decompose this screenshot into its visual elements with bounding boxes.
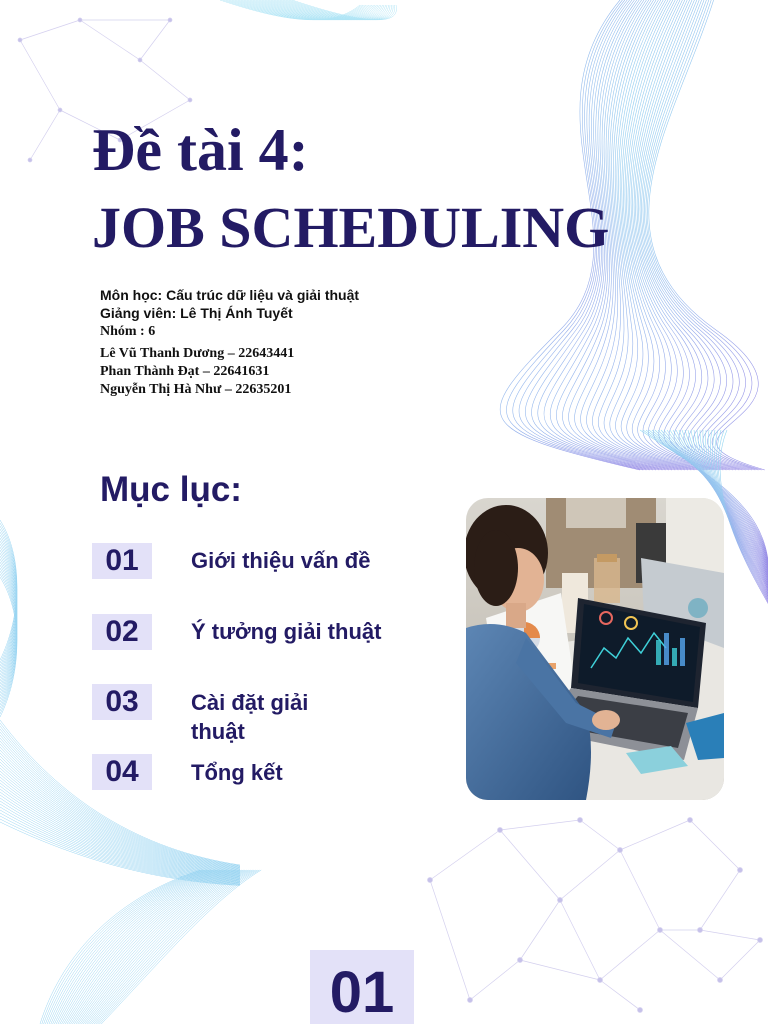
group-number: Nhóm : 6 [100, 324, 156, 339]
network-dot [698, 928, 703, 933]
network-line [430, 830, 500, 880]
network-line [80, 20, 140, 60]
toc-heading: Mục lục: [100, 470, 242, 509]
wave-line [639, 0, 743, 470]
network-line [560, 900, 600, 980]
network-line [690, 820, 740, 870]
network-dot [18, 38, 22, 42]
network-dot [138, 58, 142, 62]
course-name: Môn học: Cấu trúc dữ liệu và giải thuật [100, 287, 360, 303]
network-dot [598, 978, 603, 983]
wave-line [65, 870, 225, 1024]
network-dot [28, 158, 32, 162]
network-line [520, 960, 600, 980]
network-dot [738, 868, 743, 873]
network-line [620, 850, 660, 930]
wave-line [83, 870, 243, 1024]
toc-item-1-label: Giới thiệu vấn đề [191, 548, 371, 573]
network-line [500, 820, 580, 830]
network-line [600, 980, 640, 1010]
network-line [700, 870, 740, 930]
network-dot [58, 108, 62, 112]
toc-number-1: 01 [92, 543, 152, 579]
network-dot [188, 98, 192, 102]
network-line [720, 940, 760, 980]
network-dot [718, 978, 723, 983]
network-dot [558, 898, 563, 903]
network-dot [658, 928, 663, 933]
wave-line [78, 870, 238, 1024]
network-line [30, 110, 60, 160]
network-line [140, 60, 190, 100]
network-dot [428, 878, 433, 883]
network-line [20, 40, 60, 110]
wave-line [637, 0, 739, 470]
section-number-01: 01 [310, 950, 414, 1024]
wave-line [641, 0, 748, 470]
network-dot [78, 18, 82, 22]
network-line [20, 20, 80, 40]
wave-line [0, 732, 240, 867]
document-title-line-1: Đề tài 4: [92, 117, 309, 183]
wave-line [56, 870, 216, 1024]
network-line [520, 900, 560, 960]
network-line [660, 930, 720, 980]
member-1: Lê Vũ Thanh Dương – 22643441 [100, 346, 295, 361]
network-line [700, 930, 760, 940]
network-line [560, 850, 620, 900]
wave-line [643, 0, 752, 470]
network-dot [578, 818, 583, 823]
network-line [580, 820, 620, 850]
toc-item-3-label: Cài đặt giải thuật [191, 690, 309, 744]
member-2: Phan Thành Đạt – 22641631 [100, 364, 270, 379]
toc-number-3: 03 [92, 684, 152, 720]
toc-item-4-label: Tổng kết [191, 760, 283, 785]
network-dot [638, 1008, 643, 1013]
network-dot [168, 18, 172, 22]
lecturer-name: Giảng viên: Lê Thị Ánh Tuyết [100, 305, 293, 321]
wave-line [647, 0, 761, 470]
member-3: Nguyễn Thị Hà Như – 22635201 [100, 382, 292, 397]
network-dot [688, 818, 693, 823]
wave-line [44, 870, 204, 1024]
toc-number-2: 02 [92, 614, 152, 650]
toc-number-4: 04 [92, 754, 152, 790]
network-dot [518, 958, 523, 963]
photo-woman-with-laptop [466, 498, 724, 800]
wave-line [98, 870, 258, 1024]
wave-line [717, 430, 768, 601]
wave-line [47, 870, 207, 1024]
network-dot [468, 998, 473, 1003]
network-dot [498, 828, 503, 833]
network-line [500, 830, 560, 900]
network-line [620, 820, 690, 850]
wave-line [49, 870, 209, 1024]
network-dot [618, 848, 623, 853]
network-line [430, 880, 470, 1000]
network-line [600, 930, 660, 980]
document-title-line-2: JOB SCHEDULING [92, 195, 610, 260]
network-dot [758, 938, 763, 943]
wave-line [76, 870, 236, 1024]
network-line [140, 20, 170, 60]
network-line [470, 960, 520, 1000]
wave-line [54, 870, 214, 1024]
wave-line [623, 0, 710, 470]
wave-line [42, 870, 202, 1024]
toc-item-2-label: Ý tưởng giải thuật [191, 619, 382, 644]
